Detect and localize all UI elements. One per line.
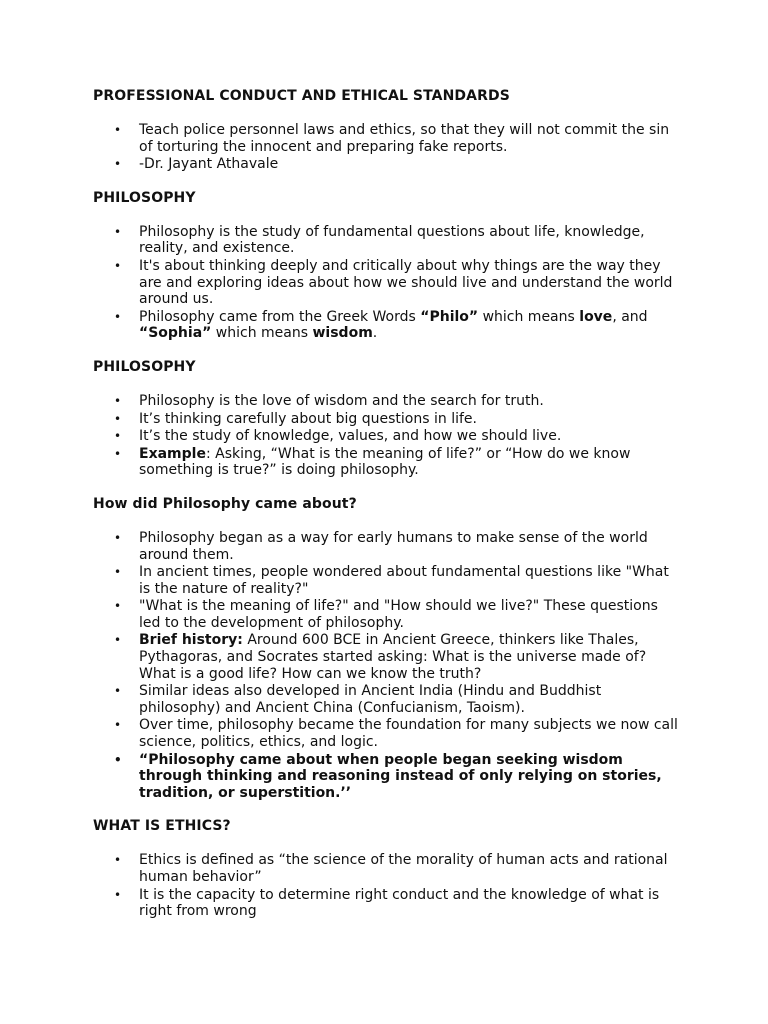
list-item-text: Similar ideas also developed in Ancient India (Hindu and Buddhist philosophy) and Ancient China (Confucianism, Taoism). (139, 683, 602, 716)
list-item-text: -Dr. Jayant Athavale (139, 156, 279, 173)
list-item-text: In ancient times, people wondered about fundamental questions like "What is the nature of reality?" (139, 564, 669, 597)
list-item (93, 258, 683, 308)
bullet-list (93, 393, 683, 479)
list-item-text: Ethics is defined as “the science of the morality of human acts and rational human behavior” (139, 852, 668, 885)
list-item-greek-origin (93, 309, 683, 342)
list-item-text: It is the capacity to determine right conduct and the knowledge of what is right from wrong (139, 886, 660, 920)
origin-text-2: which means (478, 308, 580, 325)
list-item (93, 717, 683, 750)
bullet-icon: • (114, 684, 122, 699)
bullet-icon: • (114, 853, 122, 868)
list-item (93, 428, 683, 445)
list-item (93, 224, 683, 257)
bullet-list (93, 224, 683, 342)
term-wisdom: wisdom (312, 325, 373, 342)
term-philo: “Philo” (420, 308, 479, 325)
brief-history-label: Brief history: (139, 632, 243, 649)
section-heading-how-philosophy-came-about: How did Philosophy came about? (93, 495, 357, 512)
document-content (93, 87, 683, 936)
bullet-icon: • (114, 887, 122, 902)
list-item-example (93, 446, 683, 479)
bullet-icon: • (114, 599, 122, 614)
list-item (93, 530, 683, 563)
list-item-text: Philosophy is the study of fundamental questions about life, knowledge, reality, and existence. (139, 223, 645, 257)
list-item (93, 598, 683, 631)
bullet-icon: • (114, 429, 122, 444)
bullet-icon: • (114, 157, 122, 172)
list-item (93, 852, 683, 885)
example-label: Example (139, 445, 206, 462)
bullet-icon: • (114, 446, 122, 461)
origin-text-4: which means (211, 325, 313, 342)
list-item (93, 122, 683, 155)
bullet-icon: • (114, 633, 122, 648)
list-item (93, 887, 683, 920)
bullet-icon: • (114, 393, 122, 408)
list-item (93, 564, 683, 597)
list-item (93, 393, 683, 410)
bullet-icon: • (114, 752, 122, 767)
list-item-text: "What is the meaning of life?" and "How should we live?" These questions led to the development of philosophy. (139, 598, 658, 631)
section-heading-philosophy: PHILOSOPHY (93, 189, 196, 206)
list-item (93, 411, 683, 428)
bullet-icon: • (114, 718, 122, 733)
bullet-list (93, 122, 683, 173)
section-heading-what-is-ethics: WHAT IS ETHICS? (93, 818, 231, 835)
origin-text-1: Philosophy came from the Greek Words (139, 308, 421, 325)
term-love: love (579, 308, 613, 325)
bullet-icon: • (114, 309, 122, 324)
origin-text-3: , and (612, 308, 648, 325)
bullet-icon: • (114, 123, 122, 137)
list-item-quote (93, 752, 683, 802)
example-text: : Asking, “What is the meaning of life?” or “How do we know something is true?” is doing philosophy. (139, 445, 631, 479)
bullet-icon: • (114, 530, 122, 545)
bullet-list (93, 852, 683, 919)
list-item-text: Over time, philosophy became the foundation for many subjects we now call science, politics, ethics, and logic. (139, 717, 678, 751)
list-item-text: It's about thinking deeply and critically about why things are the way they are and exploring ideas about how we should live and understand the world around us. (139, 257, 673, 308)
origin-text-5: . (372, 325, 378, 342)
bullet-icon: • (114, 411, 122, 426)
list-item-brief-history (93, 632, 683, 682)
quote-text: “Philosophy came about when people began seeking wisdom through thinking and reasoning instead of only relying on stories, tradition, or superstition.’’ (139, 751, 662, 801)
term-sophia: “Sophia” (139, 325, 212, 342)
brief-history-text: Around 600 BCE in Ancient Greece, thinkers like Thales, Pythagoras, and Socrates started asking: What is the universe made of? What is a good life? How can we know the truth? (139, 632, 647, 682)
bullet-icon: • (114, 565, 122, 580)
bullet-icon: • (114, 258, 122, 273)
bullet-icon: • (114, 224, 122, 239)
list-item (93, 683, 683, 716)
list-item-text: Philosophy is the love of wisdom and the search for truth. (139, 392, 544, 409)
bullet-list (93, 530, 683, 802)
list-item-text: It’s the study of knowledge, values, and how we should live. (139, 428, 562, 445)
list-item-text: Teach police personnel laws and ethics, so that they will not commit the sin of torturing the innocent and preparing fake reports. (139, 122, 670, 155)
section-heading-philosophy-2: PHILOSOPHY (93, 358, 196, 375)
list-item-text: It’s thinking carefully about big questions in life. (139, 410, 477, 427)
section-heading-professional-conduct: PROFESSIONAL CONDUCT AND ETHICAL STANDARDS (93, 88, 510, 104)
list-item (93, 156, 683, 173)
list-item-text: Philosophy began as a way for early humans to make sense of the world around them. (139, 529, 648, 563)
